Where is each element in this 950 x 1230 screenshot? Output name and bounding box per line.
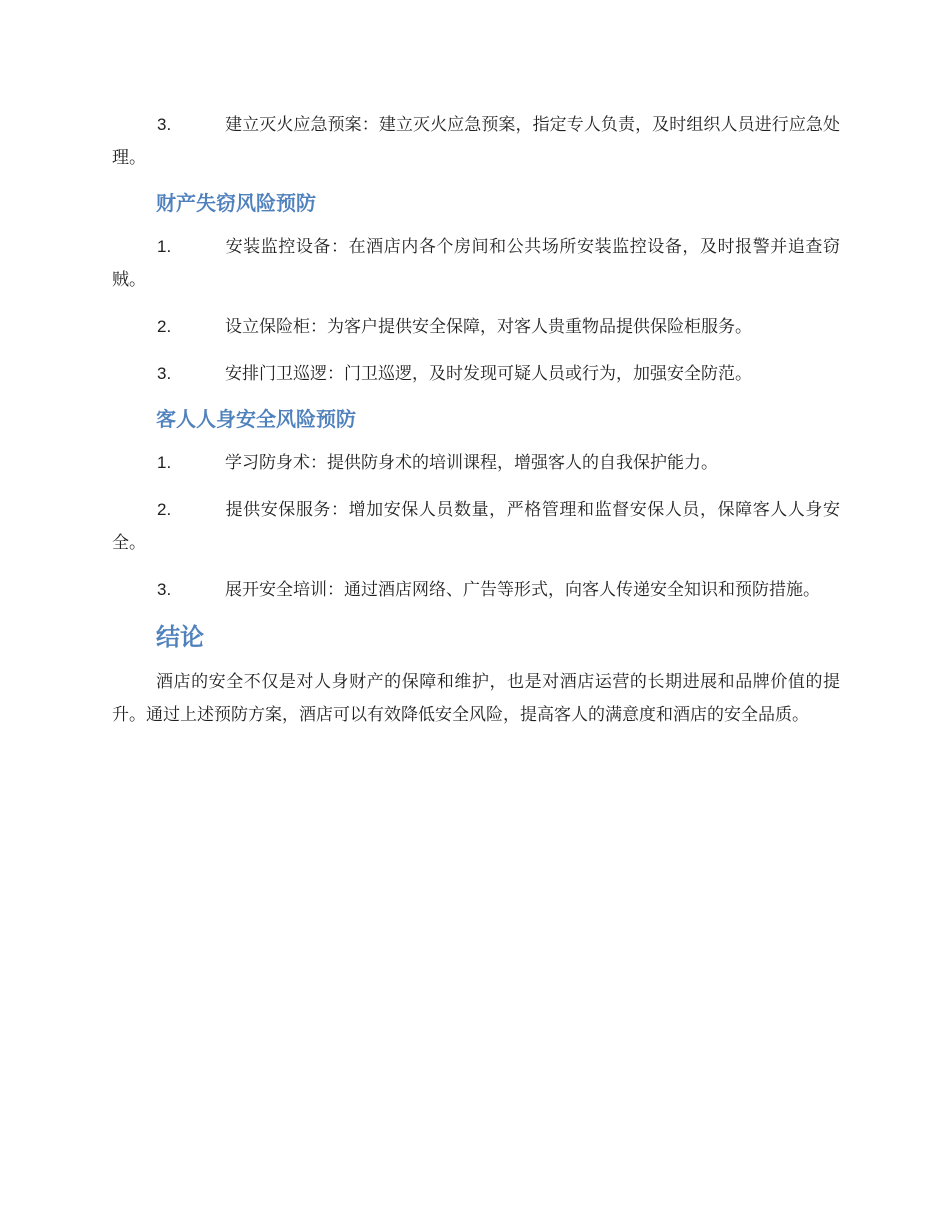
list-text: 学习防身术：提供防身术的培训课程，增强客人的自我保护能力。 <box>225 453 718 473</box>
list-number: 3. <box>157 115 172 134</box>
document-page <box>112 108 840 732</box>
list-number: 2. <box>157 317 172 336</box>
list-number: 1. <box>157 237 172 256</box>
list-text: 安排门卫巡逻：门卫巡逻，及时发现可疑人员或行为，加强安全防范。 <box>225 364 752 384</box>
list-text: 设立保险柜：为客户提供安全保障，对客人贵重物品提供保险柜服务。 <box>225 317 752 337</box>
theft-item-2 <box>112 310 840 344</box>
list-text: 建立灭火应急预案：建立灭火应急预案，指定专人负责，及时组织人员进行应急处理。 <box>112 115 840 168</box>
list-number: 2. <box>157 500 172 519</box>
conclusion-paragraph: 酒店的安全不仅是对人身财产的保障和维护，也是对酒店运营的长期进展和品牌价值的提升。通过上述预防方案，酒店可以有效降低安全风险，提高客人的满意度和酒店的安全品质。 <box>112 672 840 725</box>
list-text: 提供安保服务：增加安保人员数量，严格管理和监督安保人员，保障客人人身安全。 <box>112 500 840 553</box>
theft-item-3 <box>112 357 840 391</box>
list-text: 展开安全培训：通过酒店网络、广告等形式，向客人传递安全知识和预防措施。 <box>225 580 820 600</box>
fire-plan-item-3 <box>112 108 840 175</box>
section-heading-personal-safety: 客人人身安全风险预防 <box>156 407 356 431</box>
theft-item-1 <box>112 230 840 297</box>
list-number: 1. <box>157 453 172 472</box>
list-number: 3. <box>157 580 172 599</box>
personal-item-3 <box>112 573 840 607</box>
personal-item-2 <box>112 493 840 560</box>
personal-item-1 <box>112 446 840 480</box>
list-text: 安装监控设备：在酒店内各个房间和公共场所安装监控设备，及时报警并追查窃贼。 <box>112 237 840 290</box>
list-number: 3. <box>157 364 172 383</box>
section-heading-conclusion: 结论 <box>156 623 204 651</box>
section-heading-theft: 财产失窃风险预防 <box>156 191 316 215</box>
